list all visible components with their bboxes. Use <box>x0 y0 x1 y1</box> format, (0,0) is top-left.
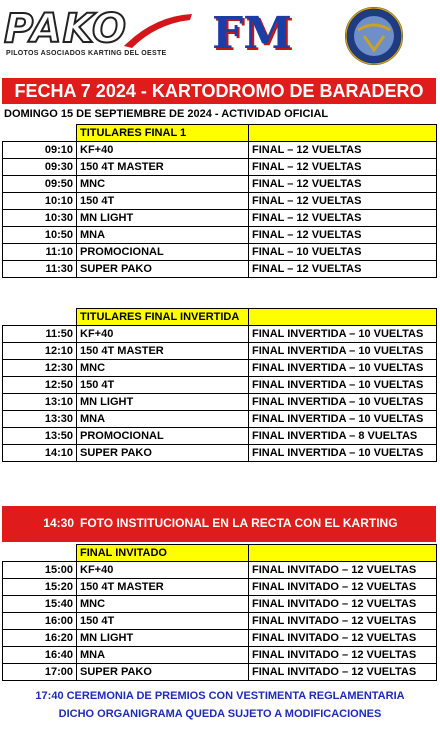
pako-logo <box>4 6 194 64</box>
row-race: FINAL INVITADO – 12 VUELTAS <box>249 562 437 579</box>
row-category: PROMOCIONAL <box>77 428 249 445</box>
row-time: 11:30 <box>3 261 77 278</box>
row-category: SUPER PAKO <box>77 664 249 681</box>
row-time: 09:10 <box>3 142 77 159</box>
photo-time: 14:30 <box>43 516 74 530</box>
row-category: 150 4T MASTER <box>77 579 249 596</box>
row-category: MNC <box>77 360 249 377</box>
fm-wordmark: FM <box>212 8 292 59</box>
table-row <box>3 579 437 596</box>
table-row <box>3 176 437 193</box>
row-time: 13:30 <box>3 411 77 428</box>
schedule-table-final-invitado <box>2 544 437 681</box>
row-time: 17:00 <box>3 664 77 681</box>
row-race: FINAL – 12 VUELTAS <box>249 210 437 227</box>
section-header <box>3 545 437 562</box>
section-header <box>3 309 437 326</box>
row-race: FINAL INVERTIDA – 10 VUELTAS <box>249 360 437 377</box>
table-row <box>3 244 437 261</box>
row-time: 10:50 <box>3 227 77 244</box>
table-row <box>3 445 437 462</box>
row-race: FINAL – 12 VUELTAS <box>249 193 437 210</box>
row-time: 12:10 <box>3 343 77 360</box>
photo-text: FOTO INSTITUCIONAL EN LA RECTA CON EL KARTING <box>80 516 398 530</box>
table-row <box>3 377 437 394</box>
section-title: FINAL INVITADO <box>77 545 249 562</box>
row-race: FINAL INVITADO – 12 VUELTAS <box>249 630 437 647</box>
row-race: FINAL INVITADO – 12 VUELTAS <box>249 596 437 613</box>
row-race: FINAL – 12 VUELTAS <box>249 142 437 159</box>
row-category: 150 4T MASTER <box>77 159 249 176</box>
table-row <box>3 227 437 244</box>
row-race: FINAL INVERTIDA – 10 VUELTAS <box>249 343 437 360</box>
row-time: 10:30 <box>3 210 77 227</box>
ceremony-note: 17:40 CEREMONIA DE PREMIOS CON VESTIMENTA REGLAMENTARIA <box>35 690 405 702</box>
table-row <box>3 562 437 579</box>
row-category: MN LIGHT <box>77 210 249 227</box>
row-race: FINAL INVERTIDA – 10 VUELTAS <box>249 445 437 462</box>
row-category: MNC <box>77 176 249 193</box>
table-row <box>3 613 437 630</box>
row-time: 15:00 <box>3 562 77 579</box>
table-row <box>3 210 437 227</box>
table-row <box>3 428 437 445</box>
row-category: 150 4T <box>77 193 249 210</box>
table-row <box>3 261 437 278</box>
table-row <box>3 647 437 664</box>
table-row <box>3 411 437 428</box>
row-race: FINAL – 12 VUELTAS <box>249 227 437 244</box>
row-time: 09:30 <box>3 159 77 176</box>
row-time: 11:10 <box>3 244 77 261</box>
row-race: FINAL INVITADO – 12 VUELTAS <box>249 664 437 681</box>
row-time: 13:50 <box>3 428 77 445</box>
row-race: FINAL INVITADO – 12 VUELTAS <box>249 579 437 596</box>
row-category: KF+40 <box>77 562 249 579</box>
table-row <box>3 360 437 377</box>
row-category: MNA <box>77 227 249 244</box>
table-row <box>3 326 437 343</box>
section-header <box>3 125 437 142</box>
row-category: 150 4T <box>77 377 249 394</box>
club-emblem-icon <box>344 6 404 66</box>
row-category: SUPER PAKO <box>77 445 249 462</box>
row-time: 11:50 <box>3 326 77 343</box>
row-category: MN LIGHT <box>77 630 249 647</box>
row-category: 150 4T <box>77 613 249 630</box>
row-time: 12:50 <box>3 377 77 394</box>
row-time: 16:00 <box>3 613 77 630</box>
table-row <box>3 596 437 613</box>
page-subtitle: DOMINGO 15 DE SEPTIEMBRE DE 2024 - ACTIVIDAD OFICIAL <box>4 108 329 120</box>
table-row <box>3 142 437 159</box>
row-category: MNC <box>77 596 249 613</box>
row-time: 15:40 <box>3 596 77 613</box>
table-row <box>3 343 437 360</box>
photo-banner <box>2 506 436 542</box>
logos-bar <box>0 0 440 78</box>
row-time: 16:20 <box>3 630 77 647</box>
schedule-table-final-invertida <box>2 308 437 462</box>
table-row <box>3 159 437 176</box>
row-time: 16:40 <box>3 647 77 664</box>
row-category: MNA <box>77 647 249 664</box>
row-race: FINAL INVERTIDA – 10 VUELTAS <box>249 326 437 343</box>
row-time: 09:50 <box>3 176 77 193</box>
row-race: FINAL INVERTIDA – 10 VUELTAS <box>249 377 437 394</box>
section-title: TITULARES FINAL 1 <box>77 125 249 142</box>
row-category: 150 4T MASTER <box>77 343 249 360</box>
row-category: SUPER PAKO <box>77 261 249 278</box>
table-row <box>3 630 437 647</box>
row-time: 12:30 <box>3 360 77 377</box>
row-category: MNA <box>77 411 249 428</box>
row-race: FINAL – 12 VUELTAS <box>249 159 437 176</box>
row-category: KF+40 <box>77 142 249 159</box>
section-title: TITULARES FINAL INVERTIDA <box>77 309 249 326</box>
row-race: FINAL INVITADO – 12 VUELTAS <box>249 647 437 664</box>
row-race: FINAL INVERTIDA – 10 VUELTAS <box>249 394 437 411</box>
fm-logo <box>212 6 292 66</box>
row-category: MN LIGHT <box>77 394 249 411</box>
row-category: PROMOCIONAL <box>77 244 249 261</box>
row-race: FINAL – 10 VUELTAS <box>249 244 437 261</box>
row-race: FINAL – 12 VUELTAS <box>249 261 437 278</box>
pako-subtitle: PILOTOS ASOCIADOS KARTING DEL OESTE <box>6 50 167 57</box>
row-time: 13:10 <box>3 394 77 411</box>
row-race: FINAL INVITADO – 12 VUELTAS <box>249 613 437 630</box>
table-row <box>3 394 437 411</box>
row-race: FINAL INVERTIDA – 8 VUELTAS <box>249 428 437 445</box>
row-race: FINAL INVERTIDA – 10 VUELTAS <box>249 411 437 428</box>
row-category: KF+40 <box>77 326 249 343</box>
page-title: FECHA 7 2024 - KARTODROMO DE BARADERO <box>2 78 436 104</box>
row-time: 14:10 <box>3 445 77 462</box>
table-row <box>3 664 437 681</box>
row-time: 15:20 <box>3 579 77 596</box>
schedule-table-final-1 <box>2 124 437 278</box>
table-row <box>3 193 437 210</box>
modification-note: DICHO ORGANIGRAMA QUEDA SUJETO A MODIFICACIONES <box>58 708 382 720</box>
row-race: FINAL – 12 VUELTAS <box>249 176 437 193</box>
row-time: 10:10 <box>3 193 77 210</box>
pako-wordmark: PAKO <box>4 6 128 52</box>
